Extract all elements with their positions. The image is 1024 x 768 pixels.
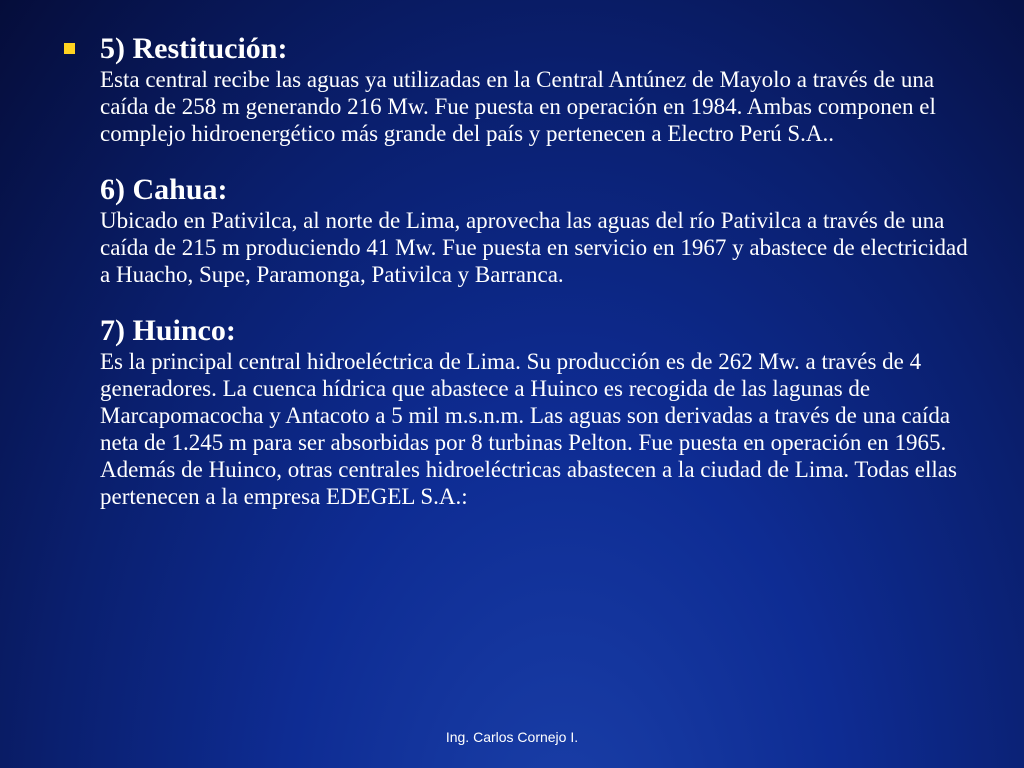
section-text: Esta central recibe las aguas ya utilizadas en la Central Antúnez de Mayolo a través de una caída de 258 m generando 216 Mw. Fue puesta en operación en 1984. Ambas componen el complejo hidroenergético más grande del país y pertenecen a Electro Perú S.A.. (100, 67, 936, 146)
section-cahua (100, 173, 980, 288)
section-text: Es la principal central hidroeléctrica de Lima. Su producción es de 262 Mw. a través de 4 generadores. La cuenca hídrica que abastece a Huinco es recogida de las lagunas de Marcapomacocha y Antacoto a 5 mil m.s.n.m. Las aguas son derivadas a través de una caída neta de 1.245 m para ser absorbidas por 8 turbinas Pelton. Fue puesta en operación en 1965. Además de Huinco, otras centrales hidroeléctricas abastecen a la ciudad de Lima. Todas ellas pertenecen a la empresa EDEGEL S.A.: (100, 349, 957, 509)
bullet-square-icon (64, 43, 75, 54)
footer-author: Ing. Carlos Cornejo I. (445, 729, 579, 745)
section-heading: 5) Restitución: (100, 32, 288, 65)
section-text: Ubicado en Pativilca, al norte de Lima, aprovecha las aguas del río Pativilca a través de una caída de 215 m produciendo 41 Mw. Fue puesta en servicio en 1967 y abastece de electricidad a Huacho, Supe, Paramonga, Pativilca y Barranca. (100, 208, 968, 287)
section-huinco (100, 314, 980, 510)
section-restitucion (100, 32, 980, 147)
slide-content (100, 32, 980, 536)
section-heading: 7) Huinco: (100, 314, 236, 347)
section-heading: 6) Cahua: (100, 173, 228, 206)
